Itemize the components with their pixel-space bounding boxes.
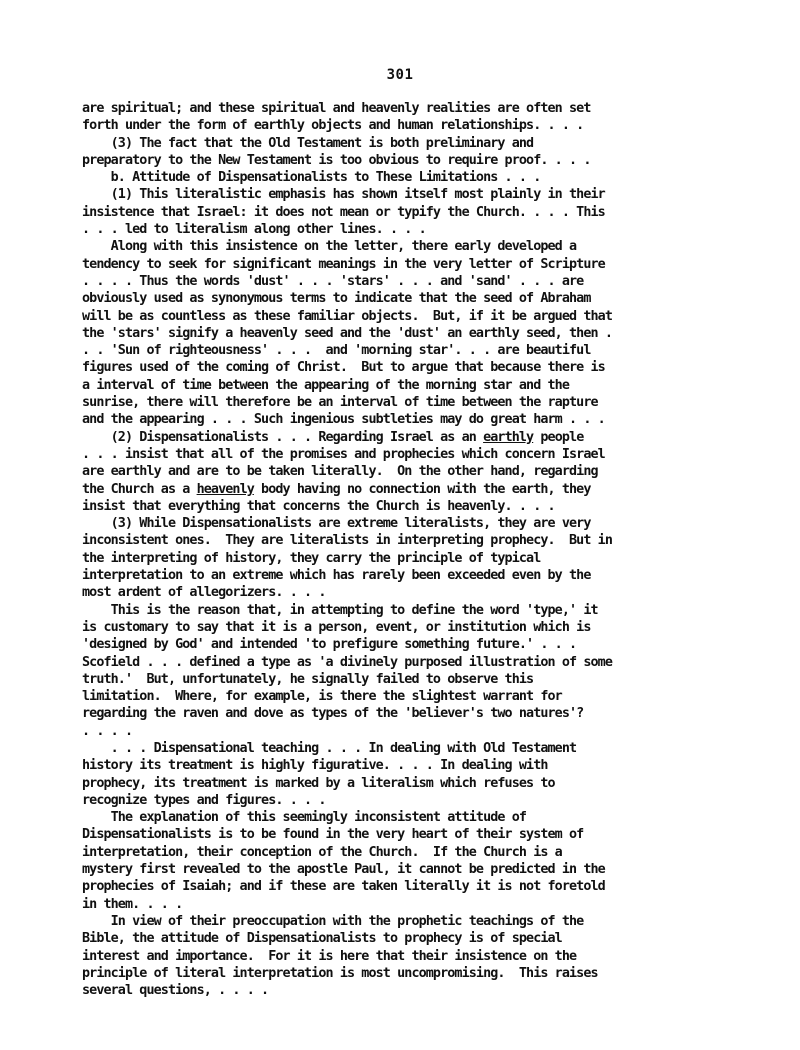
body-text [82, 100, 702, 999]
line-segment: prophecy, its treatment is marked by a literalism which refuses to [82, 775, 555, 791]
line-segment: b. Attitude of Dispensationalists to These Limitations . . . [82, 170, 541, 186]
line-segment: . . . Dispensational teaching . . . In dealing with Old Testament [82, 740, 577, 756]
text-line [82, 325, 702, 342]
text-line [82, 550, 702, 567]
text-line [82, 602, 702, 619]
text-line [82, 775, 702, 792]
line-segment: insist that everything that concerns the Church is heavenly. . . . [82, 498, 555, 514]
text-line [82, 723, 702, 740]
text-line [82, 757, 702, 774]
line-segment: (2) Dispensationalists . . . Regarding Israel as an [82, 429, 484, 445]
line-segment: The explanation of this seemingly inconsistent attitude of [82, 810, 527, 826]
line-segment: most ardent of allegorizers. . . . [82, 585, 326, 601]
text-line [82, 498, 702, 515]
line-segment: (3) The fact that the Old Testament is both preliminary and [82, 135, 534, 151]
text-line [82, 481, 702, 498]
text-line [82, 238, 702, 255]
text-line [82, 135, 702, 152]
line-segment: (1) This literalistic emphasis has shown itself most plainly in their [82, 187, 605, 203]
line-segment: and the appearing . . . Such ingenious subtleties may do great harm . . . [82, 412, 605, 428]
line-segment: insistence that Israel: it does not mean or typify the Church. . . . This [82, 204, 605, 220]
line-segment: prophecies of Isaiah; and if these are taken literally it is not foretold [82, 879, 605, 895]
text-line [82, 446, 702, 463]
line-segment: . . . insist that all of the promises and prophecies which concern Israel [82, 446, 605, 462]
line-segment: interpretation to an extreme which has rarely been exceeded even by the [82, 568, 591, 584]
text-line [82, 809, 702, 826]
line-segment: are spiritual; and these spiritual and heavenly realities are often set [82, 101, 591, 116]
line-segment: is customary to say that it is a person, event, or institution which is [82, 619, 591, 635]
text-line [82, 688, 702, 705]
text-line [82, 359, 702, 376]
text-line [82, 394, 702, 411]
line-segment: Dispensationalists is to be found in the very heart of their system of [82, 827, 584, 843]
text-line [82, 186, 702, 203]
line-segment: the interpreting of history, they carry the principle of typical [82, 550, 541, 566]
line-segment: (3) While Dispensationalists are extreme literalists, they are very [82, 516, 591, 532]
text-line [82, 792, 702, 809]
text-line [82, 152, 702, 169]
text-line [82, 169, 702, 186]
line-segment: truth.' But, unfortunately, he signally failed to observe this [82, 671, 534, 687]
underlined-word: earthly [483, 429, 534, 445]
text-line [82, 636, 702, 653]
line-segment: regarding the raven and dove as types of the 'believer's two natures'? [82, 706, 584, 722]
line-segment: will be as countless as these familiar objects. But, if it be argued that [82, 308, 612, 324]
line-segment: . . . . Thus the words 'dust' . . . 'stars' . . . and 'sand' . . . are [82, 273, 584, 289]
text-line [82, 308, 702, 325]
line-segment: . . . . [82, 723, 133, 739]
text-line [82, 844, 702, 861]
text-line [82, 567, 702, 584]
text-line [82, 221, 702, 238]
text-line [82, 532, 702, 549]
line-segment: figures used of the coming of Christ. But to argue that because there is [82, 360, 605, 376]
line-segment: Bible, the attitude of Dispensationalists to prophecy is of special [82, 931, 562, 947]
text-line [82, 342, 702, 359]
text-line [82, 896, 702, 913]
line-segment: . . . led to literalism along other lines. . . . [82, 222, 426, 238]
text-line [82, 654, 702, 671]
line-segment: 'designed by God' and intended 'to prefigure something future.' . . . [82, 637, 577, 653]
underlined-word: heavenly [196, 481, 254, 497]
text-line [82, 861, 702, 878]
line-segment: are earthly and are to be taken literally. On the other hand, regarding [82, 464, 598, 480]
text-line [82, 584, 702, 601]
text-line [82, 411, 702, 428]
line-segment: In view of their preoccupation with the prophetic teachings of the [82, 913, 584, 929]
page-number: 301 [386, 67, 414, 83]
line-segment: history its treatment is highly figurative. . . . In dealing with [82, 758, 548, 774]
line-segment: mystery first revealed to the apostle Paul, it cannot be predicted in the [82, 862, 605, 878]
line-segment: limitation. Where, for example, is there the slightest warrant for [82, 689, 562, 705]
line-segment: forth under the form of earthly objects and human relationships. . . . [82, 118, 584, 134]
line-segment: body having no connection with the earth, they [253, 481, 591, 497]
text-line [82, 429, 702, 446]
text-line [82, 913, 702, 930]
line-segment: the 'stars' signify a heavenly seed and the 'dust' an earthly seed, then . [82, 325, 612, 341]
line-segment: Scofield . . . defined a type as 'a divinely purposed illustration of some [82, 654, 612, 670]
line-segment: sunrise, there will therefore be an interval of time between the rapture [82, 395, 598, 411]
line-segment: a interval of time between the appearing of the morning star and the [82, 377, 570, 393]
text-line [82, 982, 702, 999]
text-line [82, 740, 702, 757]
line-segment: recognize types and figures. . . . [82, 792, 326, 808]
line-segment: the Church as a [82, 481, 197, 497]
text-line [82, 204, 702, 221]
line-segment: interest and importance. For it is here that their insistence on the [82, 948, 577, 964]
text-line [82, 826, 702, 843]
text-line [82, 515, 702, 532]
text-line [82, 463, 702, 480]
text-line [82, 377, 702, 394]
line-segment: interpretation, their conception of the Church. If the Church is a [82, 844, 562, 860]
line-segment: . . 'Sun of righteousness' . . . and 'morning star'. . . are beautiful [82, 343, 591, 359]
text-line [82, 878, 702, 895]
text-line [82, 705, 702, 722]
line-segment: several questions, . . . . [82, 983, 269, 999]
line-segment: preparatory to the New Testament is too obvious to require proof. . . . [82, 152, 591, 168]
line-segment: in them. . . . [82, 896, 183, 912]
text-line [82, 100, 702, 117]
line-segment: This is the reason that, in attempting to define the word 'type,' it [82, 602, 598, 618]
line-segment: inconsistent ones. They are literalists in interpreting prophecy. But in [82, 533, 612, 549]
text-line [82, 671, 702, 688]
text-line [82, 619, 702, 636]
text-line [82, 290, 702, 307]
text-line [82, 273, 702, 290]
line-segment: Along with this insistence on the letter, there early developed a [82, 239, 577, 255]
line-segment: people [533, 429, 584, 445]
line-segment: obviously used as synonymous terms to indicate that the seed of Abraham [82, 291, 591, 307]
text-line [82, 117, 702, 134]
line-segment: principle of literal interpretation is most uncompromising. This raises [82, 965, 598, 981]
text-line [82, 965, 702, 982]
text-line [82, 930, 702, 947]
line-segment: tendency to seek for significant meanings in the very letter of Scripture [82, 256, 605, 272]
text-line [82, 256, 702, 273]
text-line [82, 948, 702, 965]
